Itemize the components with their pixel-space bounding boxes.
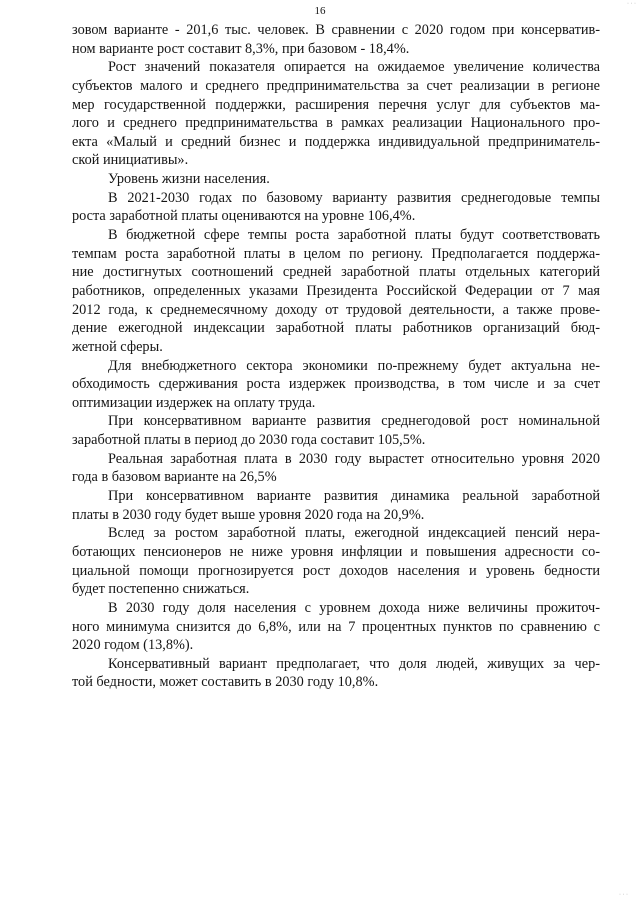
text-line: темпам роста заработной платы в целом по региону. Предполагается поддержа-: [72, 245, 600, 262]
text-line: Реальная заработная плата в 2030 году вырастет относительно уровня 2020: [108, 450, 600, 467]
text-line: Консервативный вариант предполагает, что доля людей, живущих за чер-: [108, 655, 600, 672]
text-line: циальной помощи прогнозируется рост доходов населения и уровень бедности: [72, 562, 600, 579]
text-line: лого и среднего предпринимательства в рамках реализации Национального про-: [72, 115, 600, 132]
text-line: платы в 2030 году будет выше уровня 2020 года на 20,9%.: [72, 506, 425, 523]
scan-artifact-mark: · · ·: [619, 892, 628, 898]
text-line: дение ежегодной индексации заработной платы работников организаций бюд-: [72, 320, 600, 337]
text-line: В бюджетной сфере темпы роста заработной платы будут соответствовать: [108, 227, 600, 244]
text-line: При консервативном варианте развития динамика реальной заработной: [108, 488, 600, 505]
text-line: 2012 года, к среднемесячному доходу от трудовой деятельности, а также прове-: [72, 301, 600, 318]
text-line: Вслед за ростом заработной платы, ежегодной индексацией пенсий нера-: [108, 525, 600, 542]
text-line: 2020 годом (13,8%).: [72, 637, 194, 654]
text-line: екта «Малый и средний бизнес и поддержка индивидуальной предприниматель-: [72, 133, 600, 150]
text-line: ние достигнутых соотношений средней заработной платы отдельных категорий: [72, 264, 600, 281]
text-line: обходимость сдерживания роста издержек производства, в том числе и за счет: [72, 376, 600, 393]
text-line: В 2030 году доля населения с уровнем дохода ниже величины прожиточ-: [108, 599, 600, 616]
text-line: Уровень жизни населения.: [108, 171, 270, 188]
text-line: ботающих пенсионеров не ниже уровня инфляции и повышения адресности со-: [72, 543, 600, 560]
text-line: оптимизации издержек на оплату труда.: [72, 394, 316, 411]
text-line: той бедности, может составить в 2030 году 10,8%.: [72, 674, 379, 691]
text-line: жетной сферы.: [72, 338, 163, 355]
text-line: роста заработной платы оцениваются на уровне 106,4%.: [72, 208, 416, 225]
text-line: года в базовом варианте на 26,5%: [72, 469, 277, 486]
text-line: будет постепенно снижаться.: [72, 581, 250, 598]
text-line: Рост значений показателя опирается на ожидаемое увеличение количества: [108, 59, 600, 76]
text-line: мер государственной поддержки, расширения перечня услуг для субъектов ма-: [72, 96, 600, 113]
text-line: Для внебюджетного сектора экономики по-прежнему будет актуальна не-: [108, 357, 600, 374]
text-line: При консервативном варианте развития среднегодовой рост номинальной: [108, 413, 600, 430]
text-line: заработной платы в период до 2030 года составит 105,5%.: [72, 432, 426, 449]
text-line: зовом варианте - 201,6 тыс. человек. В сравнении с 2020 годом при консерватив-: [72, 22, 600, 38]
text-line: ном варианте рост составит 8,3%, при базовом - 18,4%.: [72, 40, 410, 57]
text-line: ного минимума снизится до 6,8%, или на 7 процентных пунктов по сравнению с: [72, 618, 600, 635]
page-number: 16: [314, 5, 326, 17]
text-line: работников, определенных указами Президента Российской Федерации от 7 мая: [72, 282, 600, 299]
text-line: В 2021-2030 годах по базовому варианту развития среднегодовые темпы: [108, 189, 600, 206]
text-line: субъектов малого и среднего предпринимательства за счет реализации в регионе: [72, 77, 600, 94]
text-line: ской инициативы».: [72, 152, 189, 169]
body-text: [72, 21, 600, 692]
scan-artifact-mark: · · ·: [627, 1, 636, 7]
